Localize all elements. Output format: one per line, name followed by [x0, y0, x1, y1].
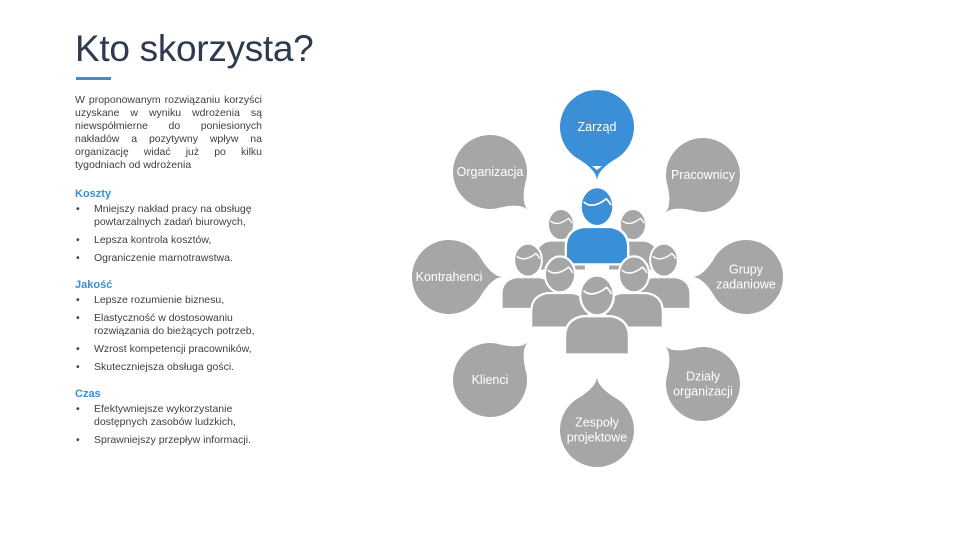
node-label: zadaniowe — [716, 277, 776, 292]
leader-person-icon — [566, 187, 628, 264]
list-item-text: Elastyczność w dostosowaniu rozwiązania do bieżących potrzeb, — [94, 312, 255, 337]
node-label: Grupy — [728, 262, 764, 277]
list-item-text: Efektywniejsze wykorzystanie dostępnych zasobów ludzkich, — [94, 403, 236, 428]
people-group-icon — [502, 187, 691, 354]
node-label: Pracownicy — [671, 168, 735, 182]
bullet-icon: • — [76, 234, 80, 246]
node-dzialy — [665, 346, 740, 421]
bullet-icon: • — [76, 403, 80, 415]
list-item-text: Skuteczniejsza obsługa gości. — [94, 361, 235, 373]
bullet-icon: • — [76, 361, 80, 373]
node-klienci — [453, 342, 528, 417]
list-item-text: Lepsze rozumienie biznesu, — [94, 294, 225, 306]
node-organizacja — [453, 135, 528, 210]
list-item-text: Wzrost kompetencji pracowników, — [94, 343, 252, 355]
node-label: Działy — [685, 369, 721, 384]
list-item-text: Sprawniejszy przepływ informacji. — [94, 434, 251, 446]
bullet-icon: • — [76, 343, 80, 355]
list-item-text: Lepsza kontrola kosztów, — [94, 234, 212, 246]
bullet-icon: • — [76, 203, 80, 215]
node-label: Klienci — [471, 373, 509, 387]
node-grupy — [692, 240, 783, 314]
node-kontrahenci — [412, 240, 503, 314]
bullet-icon: • — [76, 434, 80, 446]
bullet-icon: • — [76, 294, 80, 306]
bullet-icon: • — [76, 252, 80, 264]
section-title: Czas — [75, 388, 101, 400]
node-label: Organizacja — [456, 165, 524, 179]
list-item-text: Ograniczenie marnotrawstwa. — [94, 252, 233, 264]
node-label: projektowe — [566, 430, 628, 445]
page-title: Kto skorzysta? — [75, 28, 314, 69]
intro-paragraph: W proponowanym rozwiązaniu korzyści uzyskane w wyniku wdrożenia są niewspółmierne do poniesionych nakładów a pozytywny wpływ na organizację widać już po kilku tygodniach od wdrożenia — [75, 94, 262, 171]
list-item-text: Mniejszy nakład pracy na obsługę powtarzalnych zadań biurowych, — [94, 203, 252, 228]
node-pracownicy — [665, 138, 740, 213]
bullet-icon: • — [76, 312, 80, 324]
section-title: Koszty — [75, 188, 112, 200]
node-label: organizacji — [673, 384, 733, 399]
node-label: Kontrahenci — [415, 270, 483, 284]
node-zespoly — [560, 376, 634, 467]
node-label: Zarząd — [577, 120, 617, 134]
node-zarzad — [560, 90, 634, 181]
section-title: Jakość — [75, 279, 113, 291]
node-label: Zespoły — [575, 415, 619, 430]
